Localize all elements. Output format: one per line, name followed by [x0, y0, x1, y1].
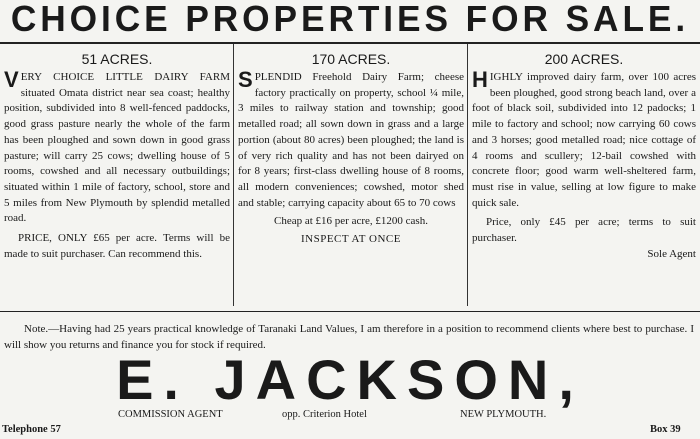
dropcap: H	[472, 67, 488, 92]
footer-role: COMMISSION AGENT	[118, 409, 223, 420]
listing-title: 170 ACRES.	[311, 51, 391, 67]
listing-body	[472, 67, 696, 262]
listing-170-acres	[238, 44, 464, 306]
column-divider	[467, 44, 468, 306]
agent-name: E. JACKSON,	[116, 348, 584, 411]
mid-rule	[0, 311, 700, 312]
listing-title: 51 ACRES.	[81, 51, 153, 67]
listing-51-acres	[4, 44, 230, 306]
listing-title: 200 ACRES.	[544, 51, 624, 67]
listing-price: Price, only £45 per acre; terms to suit purchaser.	[472, 216, 696, 245]
note-paragraph: Note.—Having had 25 years practical knowledge of Taranaki Land Values, I am therefore in a position to recommend clients where best to purchase. I will show you returns and finance you for stock if required.	[4, 323, 694, 351]
footer-town: NEW PLYMOUTH.	[460, 409, 547, 420]
listing-description: IGHLY improved dairy farm, over 100 acres been ploughed, good strong beach land, over a foot of black soil, subdivided into 12 padocks; 1 mile to factory and school; now carrying 60 cows and 3 horses; good metalled road; nice cottage of 4 rooms and scullery; 12-bail cowshed with concrete floor; good warm well-sheltered farm, must rise in value, selling at low figure to make quick sale.	[472, 71, 696, 209]
headline: CHOICE PROPERTIES FOR SALE.	[10, 0, 690, 39]
dropcap: S	[238, 67, 253, 92]
listing-description: PLENDID Freehold Dairy Farm; cheese factory practically on property, school ¼ mile, 3 miles to railway station and township; good metalled road; all sown down in grass and a large portion (about 80 acres) been ploughed; the land is of very rich quality and has not been dairyed on for 8 years; first-class dwelling house of 8 rooms, all modern conveniences; cowshed, motor shed and stable; carrying capacity about 65 to 70 cows	[238, 71, 464, 209]
footer-address: opp. Criterion Hotel	[282, 409, 367, 420]
inspect-notice: INSPECT AT ONCE	[300, 233, 401, 246]
footer-box: Box 39	[650, 424, 681, 435]
sole-agent: Sole Agent	[647, 247, 696, 260]
footer-telephone: Telephone 57	[2, 424, 61, 435]
listing-body	[4, 67, 230, 262]
listing-price: Cheap at £16 per acre, £1200 cash.	[274, 215, 428, 228]
listing-price: PRICE, ONLY £65 per acre. Terms will be made to suit purchaser. Can recommend this.	[4, 232, 230, 260]
listing-body	[238, 67, 464, 248]
column-divider	[233, 44, 234, 306]
listing-description: ERY CHOICE LITTLE DAIRY FARM situated Omata district near sea coast; healthy position, subdivided into 8 well-fenced paddocks, good grass pasture nearly the whole of the farm has been ploughed and sown down in good grass pasture; will carry 25 cows; dwelling house of 5 rooms, cowshed and all necessary outbuildings; situated within 1 mile of factory, school, store and 5 miles from New Plymouth by splendid metalled road.	[4, 71, 230, 225]
dropcap: V	[4, 67, 19, 92]
listing-200-acres	[472, 44, 696, 306]
